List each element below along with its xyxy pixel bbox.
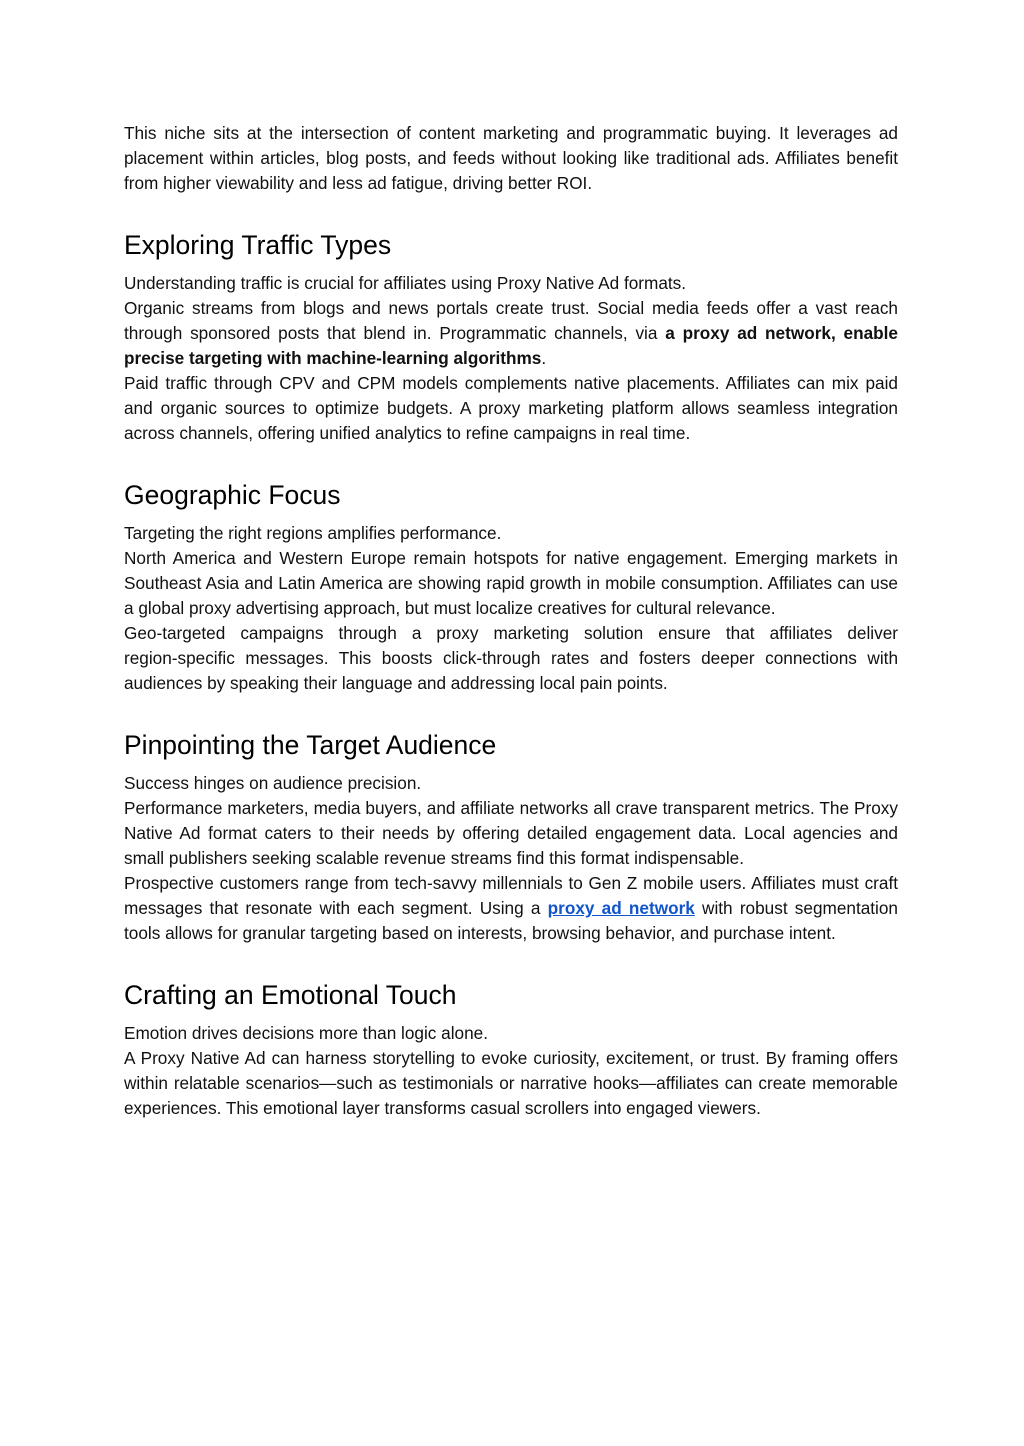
intro-paragraph: This niche sits at the intersection of content marketing and programmatic buying. It leverages ad placement within articles, blog posts, and feeds without looking like traditional ads. Affiliates benefit from higher viewability and less ad fatigue, driving better ROI. <box>124 123 898 193</box>
proxy-ad-network-link[interactable]: proxy ad network <box>547 898 695 918</box>
audience-paragraph-3-end: with robust segmentation tools allows for granular targeting based on interests, browsing behavior, and purchase intent. <box>124 898 898 943</box>
audience-paragraph-1: Success hinges on audience precision. <box>124 773 422 793</box>
section-heading-audience: Pinpointing the Target Audience <box>124 730 497 760</box>
audience-paragraph-3-text: Prospective customers range from tech‑savvy millennials to Gen Z mobile users. Affiliates must craft messages that resonate with each segment. Using a <box>124 873 898 918</box>
section-heading-geo: Geographic Focus <box>124 480 341 510</box>
traffic-bold-phrase: a proxy ad network, enable precise targeting with machine‑learning algorithms <box>124 323 898 368</box>
geo-paragraph-3: Geo‑targeted campaigns through a proxy marketing solution ensure that affiliates deliver region‑specific messages. This boosts click‑through rates and fosters deeper connections with audiences by speaking their language and addressing local pain points. <box>124 623 898 693</box>
geo-paragraph-1: Targeting the right regions amplifies performance. <box>124 523 502 543</box>
document-page <box>124 121 898 1121</box>
traffic-paragraph-2 <box>124 296 898 371</box>
traffic-paragraph-2-end: . <box>541 348 547 368</box>
traffic-paragraph-3: Paid traffic through CPV and CPM models complements native placements. Affiliates can mix paid and organic sources to optimize budgets. A proxy marketing platform allows seamless integration across channels, offering unified analytics to refine campaigns in real time. <box>124 373 898 443</box>
section-heading-emotion: Crafting an Emotional Touch <box>124 980 457 1010</box>
audience-paragraph-3 <box>124 871 898 946</box>
traffic-paragraph-1: Understanding traffic is crucial for affiliates using Proxy Native Ad formats. <box>124 273 687 293</box>
emotion-paragraph-2: A Proxy Native Ad can harness storytelling to evoke curiosity, excitement, or trust. By framing offers within relatable scenarios—such as testimonials or narrative hooks—affiliates can create memorable experiences. This emotional layer transforms casual scrollers into engaged viewers. <box>124 1048 898 1118</box>
emotion-paragraph-1: Emotion drives decisions more than logic alone. <box>124 1023 488 1043</box>
traffic-paragraph-2-text: Organic streams from blogs and news portals create trust. Social media feeds offer a vast reach through sponsored posts that blend in. Programmatic channels, via <box>124 298 898 343</box>
geo-paragraph-2: North America and Western Europe remain hotspots for native engagement. Emerging markets in Southeast Asia and Latin America are showing rapid growth in mobile consumption. Affiliates can use a global proxy advertising approach, but must localize creatives for cultural relevance. <box>124 548 898 618</box>
audience-paragraph-2: Performance marketers, media buyers, and affiliate networks all crave transparent metrics. The Proxy Native Ad format caters to their needs by offering detailed engagement data. Local agencies and small publishers seeking scalable revenue streams find this format indispensable. <box>124 798 898 868</box>
section-heading-traffic: Exploring Traffic Types <box>124 230 392 260</box>
